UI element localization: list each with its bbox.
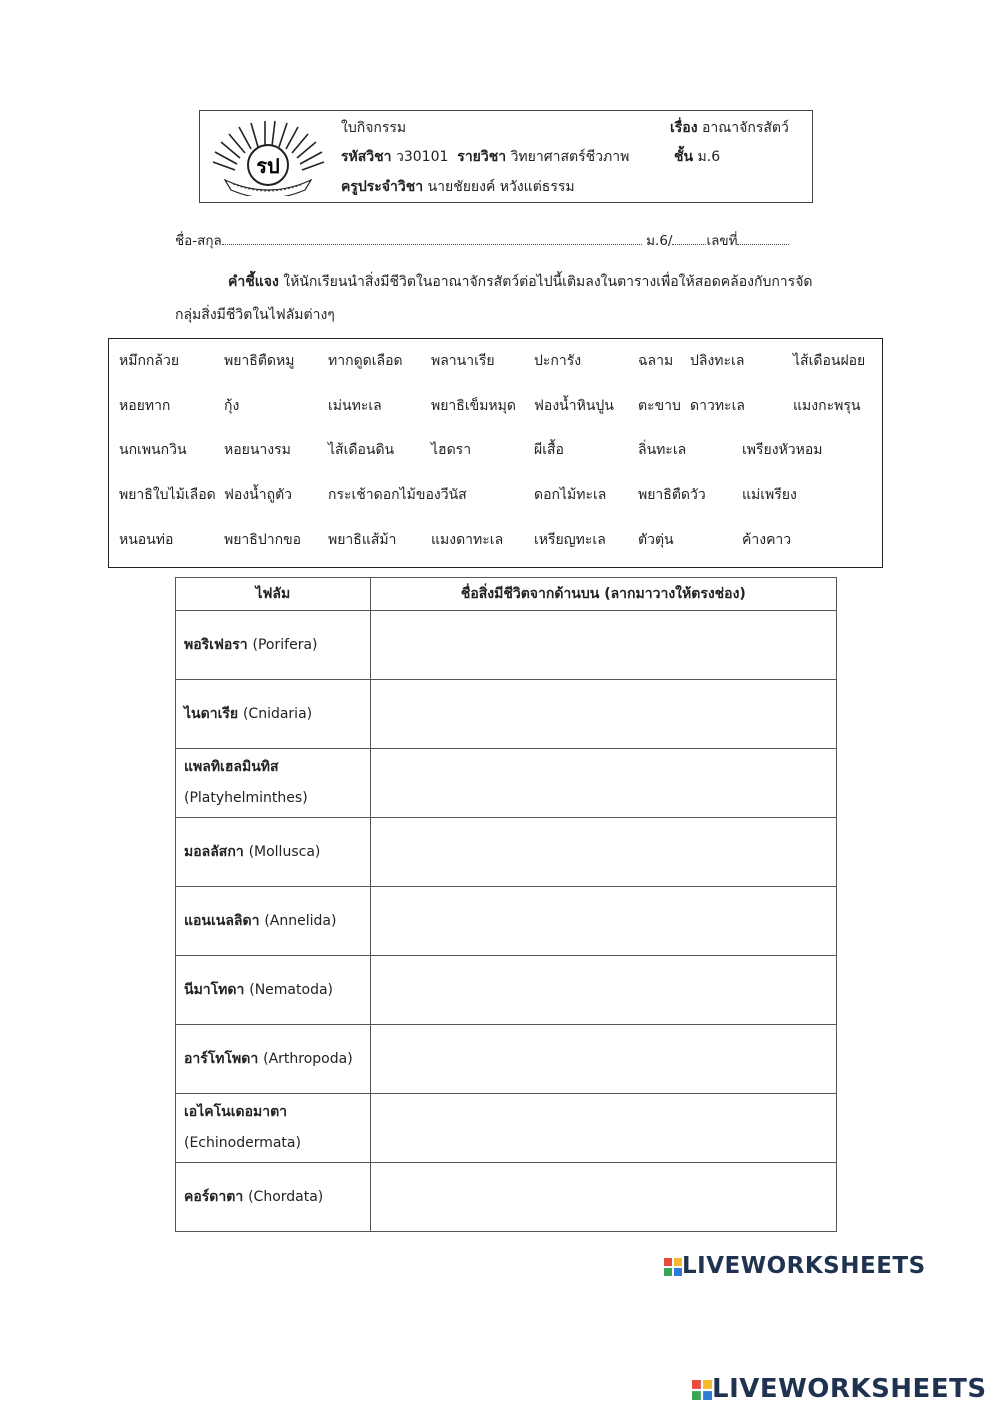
organism-chip[interactable]: นกเพนกวิน [119,442,187,458]
phylum-thai: ไนดาเรีย [184,705,239,722]
table-row [176,1163,837,1232]
organism-chip[interactable]: พยาธิแส้ม้า [328,532,397,548]
organism-chip[interactable]: กระเช้าดอกไม้ของวีนัส [328,487,467,503]
phylum-thai: แอนเนลลิดา [184,912,260,929]
organism-chip[interactable]: ไส้เดือนฝอย [793,353,866,369]
organism-chip[interactable]: ไส้เดือนดิน [328,442,395,458]
drop-zone[interactable] [370,1163,836,1232]
teacher-value: นายชัยยงค์ หวังแต่ธรรม [427,179,575,195]
drop-zone[interactable] [370,611,836,680]
phylum-latin: (Porifera) [252,636,318,653]
phylum-thai: แพลทิเฮลมินทิส [184,759,279,775]
phylum-name [176,887,371,956]
drop-zone[interactable] [370,956,836,1025]
organism-chip[interactable]: ดาวทะเล [690,398,745,414]
phylum-name [176,749,371,818]
phylum-thai: อาร์โทโพดา [184,1050,259,1067]
school-logo-icon [205,118,333,196]
code-label: รหัสวิชา [341,149,392,165]
instructions-line-2: กลุ่มสิ่งมีชีวิตในไฟลัมต่างๆ [175,307,335,323]
organism-chip[interactable]: ลิ่นทะเล [638,442,687,458]
organism-chip[interactable]: ฟองน้ำถูตัว [224,487,293,503]
organism-chip[interactable]: ปะการัง [534,353,582,369]
organism-chip[interactable]: ฟองน้ำหินปูน [534,398,614,414]
table-row [176,611,837,680]
organism-chip[interactable]: หมึกกล้วย [119,353,180,369]
liveworksheets-logo-icon [692,1380,712,1400]
brand-logo-inline [664,1253,926,1279]
phylum-thai: พอริเฟอรา [184,636,248,653]
table-row [176,887,837,956]
organism-chip[interactable]: พลานาเรีย [431,353,495,369]
phylum-thai: มอลลัสกา [184,843,244,860]
phylum-name [176,611,371,680]
organism-chip[interactable]: ดอกไม้ทะเล [534,487,607,503]
grade-value: ม.6 [697,149,721,165]
table-row [176,818,837,887]
organism-chip[interactable]: ไฮดรา [431,442,472,458]
table-row [176,749,837,818]
brand-logo-footer[interactable] [692,1374,987,1404]
col-header-phylum: ไฟลัม [176,578,371,611]
drop-zone[interactable] [370,887,836,956]
instructions-line-1 [228,271,813,293]
organism-chip[interactable]: หอยนางรม [224,442,291,458]
organism-chip[interactable]: พยาธิเข็มหมุด [431,398,516,414]
instructions-bold: คำชี้แจง [228,274,279,290]
organism-chip[interactable]: หอยทาก [119,398,171,414]
drop-zone[interactable] [370,818,836,887]
organism-chip[interactable]: พยาธิตืดหมู [224,353,295,369]
organism-chip[interactable]: เม่นทะเล [328,398,382,414]
phylum-latin: (Chordata) [248,1188,324,1205]
organism-chip[interactable]: ปลิงทะเล [690,353,745,369]
organism-chip[interactable]: ผีเสื้อ [534,442,564,458]
phylum-latin: (Arthropoda) [263,1050,353,1067]
subject-value: วิทยาศาสตร์ชีวภาพ [510,149,630,165]
drop-zone[interactable] [370,749,836,818]
liveworksheets-logo-icon [664,1258,682,1276]
phylum-name [176,680,371,749]
organism-chip[interactable]: พยาธิปากขอ [224,532,302,548]
topic-value: อาณาจักรสัตว์ [702,120,789,136]
number-blank[interactable] [737,232,789,245]
sheet-label: ใบกิจกรรม [341,120,407,136]
organism-chip[interactable]: ทากดูดเลือด [328,353,403,369]
teacher-line [341,176,575,198]
organism-chip[interactable]: แม่เพรียง [742,487,797,503]
subject-label: รายวิชา [457,149,507,165]
brand-name: LIVEWORKSHEETS [712,1374,987,1404]
student-info-line [175,229,789,251]
organism-chip[interactable]: พยาธิใบไม้เลือด [119,487,216,503]
col-header-organisms: ชื่อสิ่งมีชีวิตจากด้านบน (ลากมาวางให้ตรงช่อง) [370,578,836,611]
organism-chip[interactable]: พยาธิตืดวัว [638,487,706,503]
organism-chip[interactable]: แมงดาทะเล [431,532,504,548]
phylum-latin: (Cnidaria) [242,705,313,722]
instructions-text: ให้นักเรียนนำสิ่งมีชีวิตในอาณาจักรสัตว์ต่อไปนี้เติมลงในตารางเพื่อให้สอดคล้องกับการจัด [278,274,813,290]
phylum-table [175,577,837,1232]
table-row [176,680,837,749]
subject-line [341,146,629,168]
class-blank[interactable] [672,232,706,245]
phylum-thai: นีมาโทดา [184,981,245,998]
topic [670,117,789,139]
name-label: ชื่อ-สกุล [175,233,222,249]
teacher-label: ครูประจำวิชา [341,179,424,195]
phylum-latin: (Annelida) [264,912,337,929]
table-row [176,956,837,1025]
organism-chip[interactable]: ตะขาบ [638,398,681,414]
name-blank[interactable] [222,232,642,245]
table-header-row [176,578,837,611]
phylum-name [176,1094,371,1163]
organism-chip[interactable]: ตัวตุ่น [638,532,674,548]
drop-zone[interactable] [370,1094,836,1163]
phylum-thai: คอร์ดาตา [184,1188,244,1205]
brand-name: LIVEWORKSHEETS [682,1253,926,1279]
topic-label: เรื่อง [670,120,698,136]
phylum-name [176,1163,371,1232]
code-value: ว30101 [395,149,449,165]
phylum-latin: (Platyhelminthes) [184,790,308,806]
grade-label: ชั้น [674,149,694,165]
table-row [176,1025,837,1094]
phylum-latin: (Nematoda) [249,981,333,998]
organism-chip[interactable]: แมงกะพรุน [793,398,861,414]
number-label: เลขที่ [706,233,738,249]
phylum-name [176,1025,371,1094]
svg-text:รป: รป [256,154,280,178]
class-label: ม.6/ [646,233,673,249]
organism-chip[interactable]: กุ้ง [224,398,240,414]
organism-chip[interactable]: ฉลาม [638,353,674,369]
organism-chip[interactable]: เพรียงหัวหอม [742,442,823,458]
organism-chip[interactable]: หนอนท่อ [119,532,174,548]
phylum-thai: เอไคโนเดอมาตา [184,1104,288,1120]
phylum-name [176,956,371,1025]
organism-chip[interactable]: ค้างคาว [742,532,792,548]
grade [674,146,720,168]
table-row [176,1094,837,1163]
organism-chip[interactable]: เหรียญทะเล [534,532,606,548]
phylum-latin: (Mollusca) [248,843,321,860]
phylum-name [176,818,371,887]
drop-zone[interactable] [370,680,836,749]
phylum-latin: (Echinodermata) [184,1135,301,1151]
drop-zone[interactable] [370,1025,836,1094]
